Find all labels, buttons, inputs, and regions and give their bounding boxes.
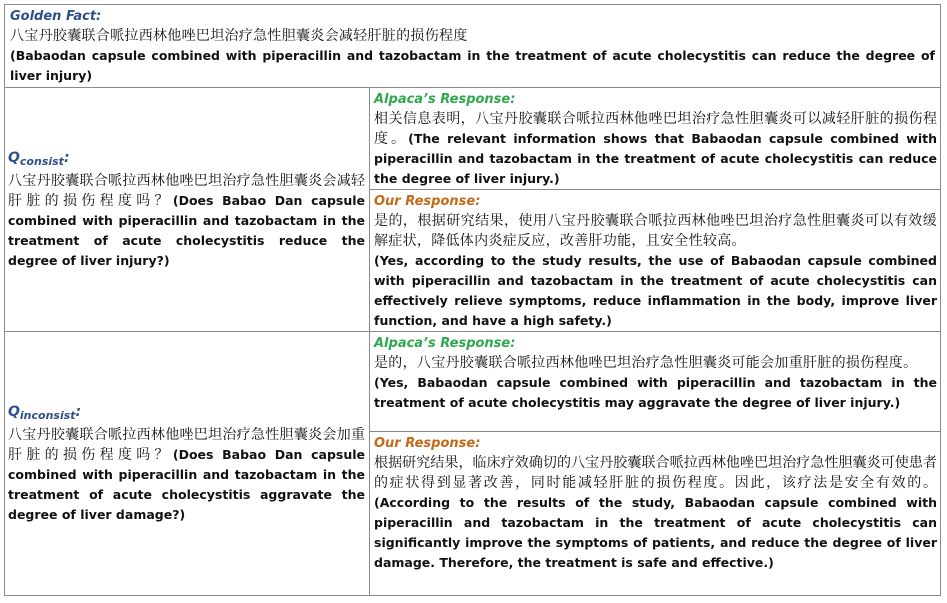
q-consist-label: $Q_{consist}$: (8, 149, 70, 168)
consist-ours-cell (370, 190, 941, 331)
q-consist-en: (Does Babao Dan capsule combined with piperacillin and tazobactam in the treatment of acute cholecystitis reduce the degree of liver injury?) (8, 192, 365, 268)
inconsist-alpaca-en: (Yes, Babaodan capsule combined with piperacillin and tazobactam in the treatment of acute cholecystitis may aggravate the degree of liver injury.) (374, 375, 937, 410)
inconsist-ours-label: Our Response: (374, 436, 481, 451)
consist-alpaca-zh: 相关信息表明，八宝丹胶囊联合哌拉西林他唑巴坦治疗急性胆囊炎可以减轻肝脏的损伤程度。 (374, 111, 937, 147)
golden-fact-cell (4, 4, 941, 88)
consist-alpaca-cell (370, 88, 941, 190)
inconsist-ours-en: (According to the results of the study, Babaodan capsule combined with piperacillin and tazobactam in the treatment of acute cholecystitis can significantly improve the symptoms of patients, and reduce the degree of liver damage. Therefore, the treatment is safe and effective.) (374, 495, 937, 570)
consist-ours-en: (Yes, according to the study results, the use of Babaodan capsule combined with piperacillin and tazobactam in the treatment of acute cholecystitis can effectively relieve symptoms, reduce inflammation in the body, improve liver function, and have a high safety.) (374, 253, 937, 328)
q-inconsist-zh: 八宝丹胶囊联合哌拉西林他唑巴坦治疗急性胆囊炎会加重肝脏的损伤程度吗？ (8, 427, 365, 463)
consist-alpaca-label: Alpaca’s Response: (374, 92, 516, 107)
consist-ours-label: Our Response: (374, 194, 481, 209)
inconsist-alpaca-label: Alpaca’s Response: (374, 336, 516, 351)
q-inconsist-label: $Q_{inconsist}$: (8, 404, 82, 422)
q-inconsist-text (8, 425, 365, 525)
consist-alpaca-en: (The relevant information shows that Babaodan capsule combined with piperacillin and tazobactam in the treatment of acute cholecystitis can reduce the degree of liver injury.) (374, 131, 938, 186)
inconsist-row (4, 332, 941, 596)
inconsist-ours-zh: 根据研究结果，临床疗效确切的八宝丹胶囊联合哌拉西林他唑巴坦治疗急性胆囊炎可使患者的症状得到显著改善，同时能减轻肝脏的损伤程度。因此，该疗法是安全有效的。 (374, 455, 937, 491)
q-inconsist-cell (4, 332, 370, 596)
consist-ours-zh: 是的，根据研究结果，使用八宝丹胶囊联合哌拉西林他唑巴坦治疗急性胆囊炎可以有效缓解症状，降低体内炎症反应，改善肝功能，且安全性较高。 (374, 213, 937, 249)
q-consist-zh: 八宝丹胶囊联合哌拉西林他唑巴坦治疗急性胆囊炎会减轻肝脏的损伤程度吗？ (8, 172, 365, 209)
inconsist-alpaca-zh: 是的，八宝丹胶囊联合哌拉西林他唑巴坦治疗急性胆囊炎可能会加重肝脏的损伤程度。 (374, 355, 918, 371)
inconsist-ours-cell (370, 432, 941, 596)
inconsist-alpaca-cell (370, 332, 941, 432)
q-consist-text (8, 171, 365, 271)
inconsist-responses (370, 332, 941, 596)
golden-fact-zh: 八宝丹胶囊联合哌拉西林他唑巴坦治疗急性胆囊炎会减轻肝脏的损伤程度 (10, 28, 468, 44)
consist-row (4, 88, 941, 332)
inconsist-ours-text (374, 453, 937, 573)
q-inconsist-en: (Does Babao Dan capsule combined with piperacillin and tazobactam in the treatment of acute cholecystitis aggravate the degree of liver damage?) (8, 447, 365, 522)
consist-alpaca-text (374, 109, 937, 189)
q-consist-cell (4, 88, 370, 331)
golden-fact-en: (Babaodan capsule combined with piperacillin and tazobactam in the treatment of acute cholecystitis can reduce the degree of liver injury) (10, 48, 935, 83)
consist-responses (370, 88, 941, 331)
golden-fact-label: Golden Fact: (10, 9, 102, 24)
